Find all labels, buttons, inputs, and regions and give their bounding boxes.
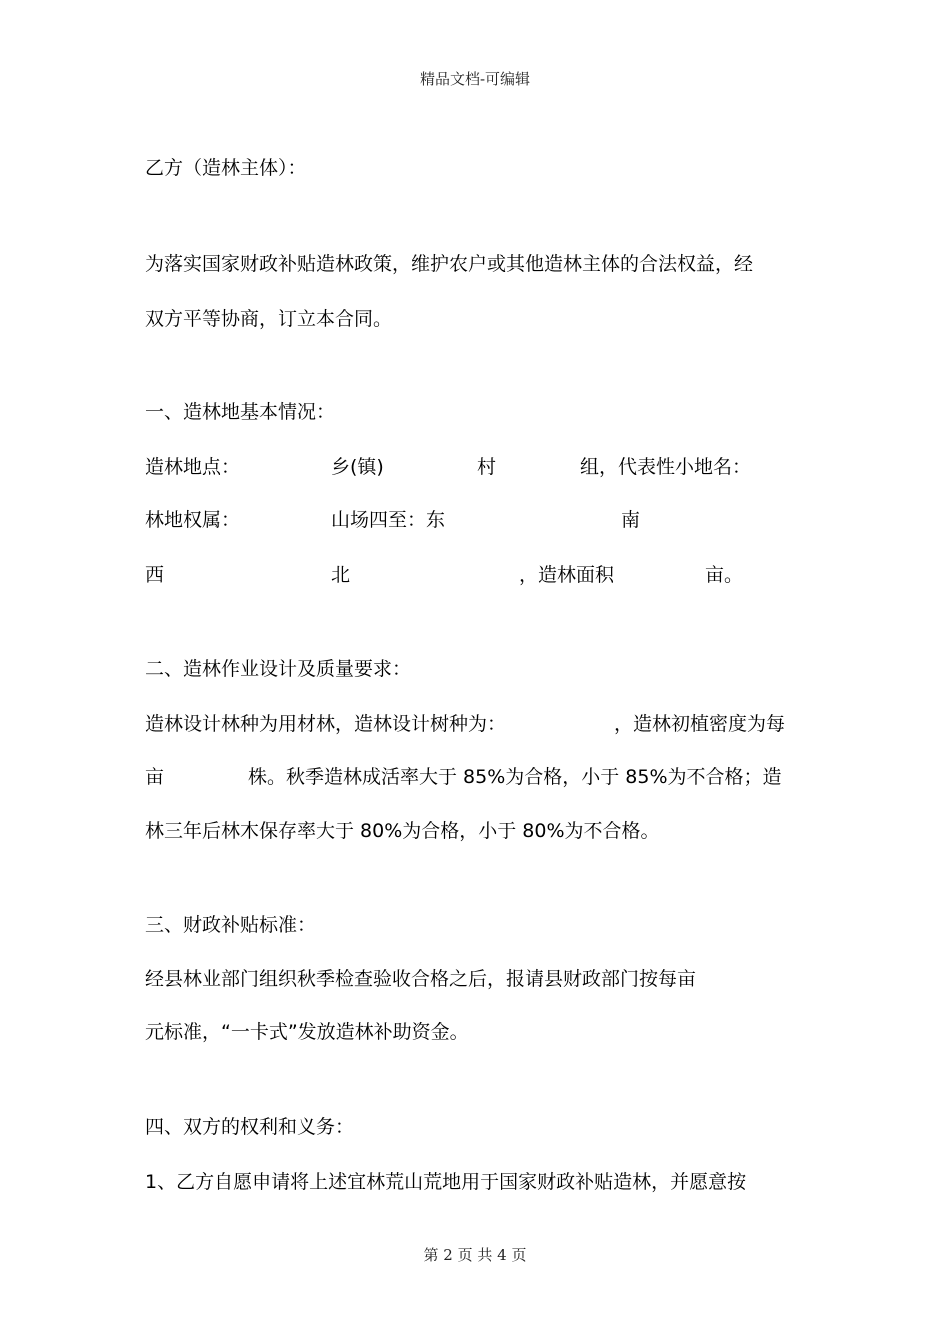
township-label: 乡(镇): [331, 456, 384, 478]
design-row-2: [0, 765, 950, 789]
section-2-title: 二、造林作业设计及质量要求：: [145, 658, 412, 680]
area-label: ，造林面积: [519, 564, 615, 586]
location-label: 造林地点：: [145, 456, 241, 478]
page-header: 精品文档-可编辑: [419, 70, 531, 88]
party-b-label: 乙方（造林主体）：: [145, 157, 307, 179]
design-row-1: [0, 712, 950, 736]
village-label: 村: [477, 456, 497, 478]
location-row: [0, 455, 950, 479]
intro-line-2: 双方平等协商，订立本合同。: [145, 308, 393, 330]
section-3-title: 三、财政补贴标准：: [145, 914, 317, 936]
rights-item-1: 1、乙方自愿申请将上述宜林荒山荒地用于国家财政补贴造林，并愿意按: [145, 1171, 747, 1193]
boundaries-east-label: 山场四至：东: [331, 509, 446, 531]
planting-density-label: ，造林初植密度为每: [614, 713, 786, 735]
intro-line-1: 为落实国家财政补贴造林政策，维护农户或其他造林主体的合法权益，经: [145, 253, 754, 275]
survival-rate-text: 株。秋季造林成活率大于 85%为合格，小于 85%为不合格；造: [248, 766, 782, 788]
subsidy-line-1: 经县林业部门组织秋季检查验收合格之后，报请县财政部门按每亩: [145, 968, 697, 990]
boundary-area-row: [0, 563, 950, 587]
ownership-row: [0, 508, 950, 532]
section-4-title: 四、双方的权利和义务：: [145, 1116, 355, 1138]
retention-rate-text: 林三年后林木保存率大于 80%为合格，小于 80%为不合格。: [145, 820, 660, 842]
boundary-west-label: 西: [145, 564, 165, 586]
per-mu-label: 亩: [145, 766, 165, 788]
ownership-label: 林地权属：: [145, 509, 241, 531]
boundary-north-label: 北: [331, 564, 351, 586]
subsidy-line-2: 元标准，“一卡式”发放造林补助资金。: [145, 1021, 469, 1043]
boundary-south-label: 南: [621, 509, 641, 531]
tree-species-label: 造林设计林种为用材林，造林设计树种为：: [145, 713, 507, 735]
group-label: 组，代表性小地名：: [580, 456, 752, 478]
area-unit-label: 亩。: [705, 564, 744, 586]
section-1-title: 一、造林地基本情况：: [145, 401, 336, 423]
page-footer: 第 2 页 共 4 页: [423, 1246, 527, 1264]
